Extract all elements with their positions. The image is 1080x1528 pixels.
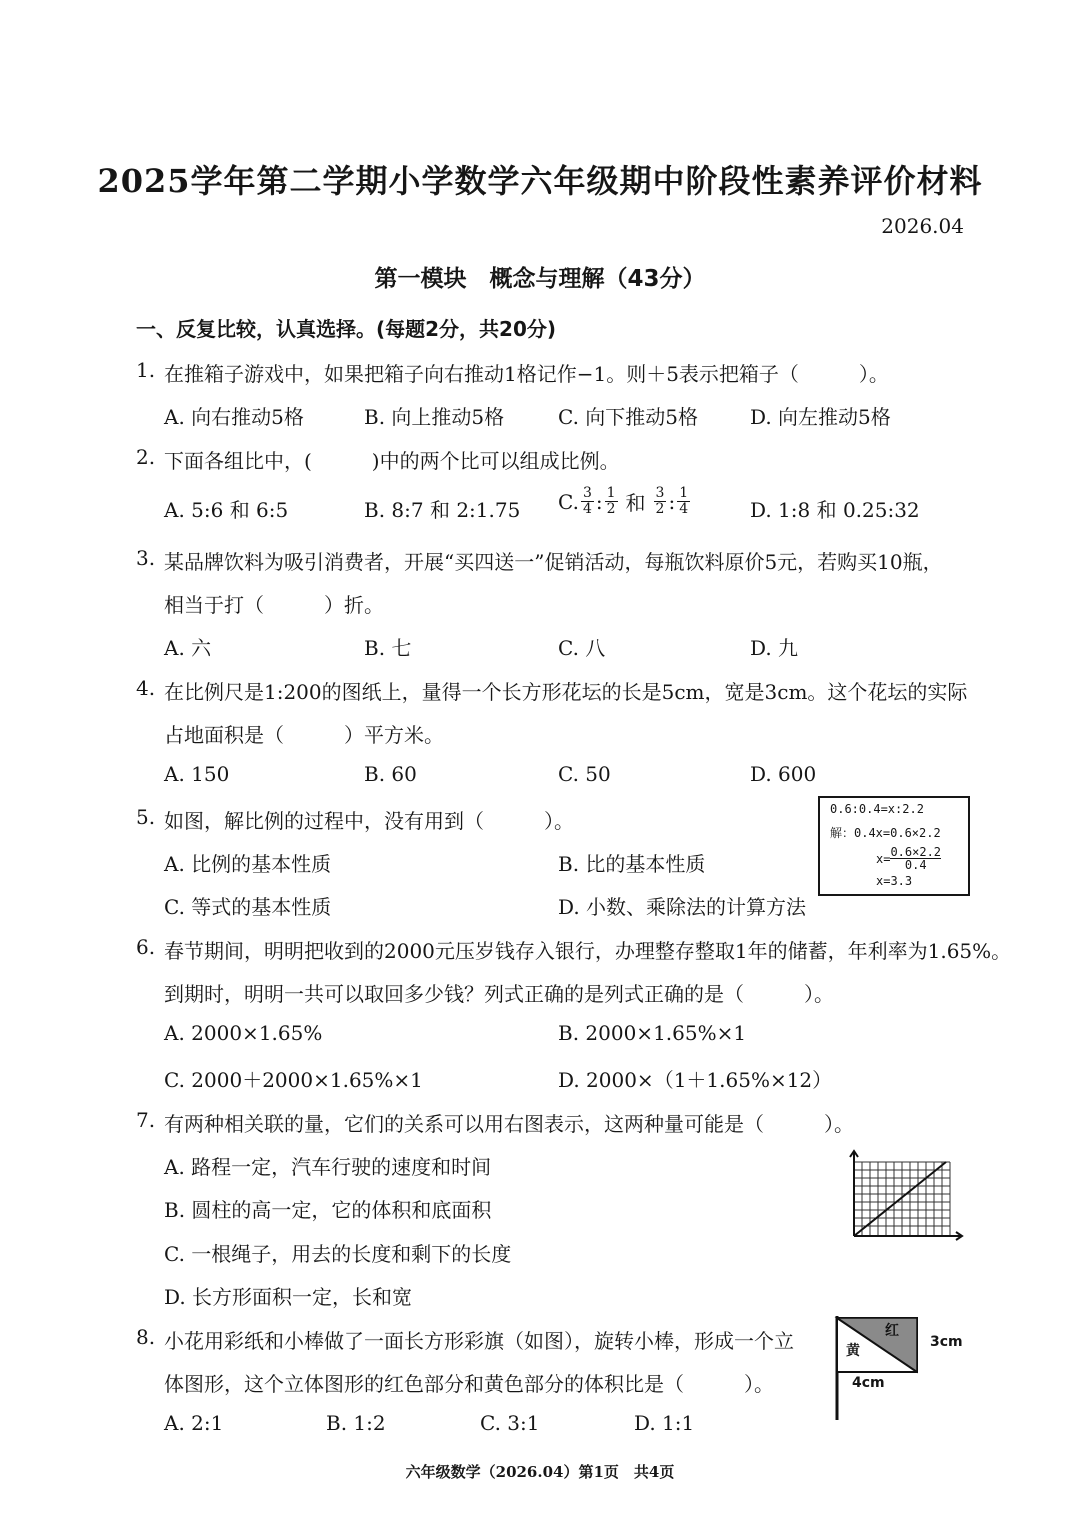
question-5-option-d: D. 小数、乘除法的计算方法 [558, 895, 807, 919]
question-4-number: 4. [136, 676, 156, 700]
process-line-1: 0.6:0.4=x:2.2 [830, 802, 924, 816]
question-5-option-c: C. 等式的基本性质 [164, 895, 332, 919]
proportional-line-graph [842, 1148, 966, 1248]
flag-red-label: 红 [885, 1323, 899, 1339]
question-8-text-line-1: 小花用彩纸和小棒做了一面长方形彩旗（如图），旋转小棒，形成一个立 [164, 1329, 794, 1353]
flag-height-label: 3cm [930, 1334, 963, 1350]
module-heading: 第一模块 概念与理解（43分） [374, 266, 706, 292]
question-6-option-c: C. 2000＋2000×1.65%×1 [164, 1068, 423, 1092]
fraction-1-4: $\frac{1}{4}$ [679, 485, 689, 517]
question-8-option-b: B. 1:2 [326, 1411, 386, 1435]
option-c-letter: C. [558, 489, 579, 514]
flag-figure [832, 1314, 922, 1422]
section-heading: 一、反复比较，认真选择。(每题2分，共20分) [136, 317, 557, 341]
process-line-4: x=3.3 [876, 874, 913, 888]
fraction-3-2: $\frac{3}{2}$ [655, 485, 665, 517]
question-7-option-c: C. 一根绳子，用去的长度和剩下的长度 [164, 1242, 512, 1266]
question-8-number: 8. [136, 1325, 156, 1349]
question-8-text-line-2: 体图形，这个立体图形的红色部分和黄色部分的体积比是（ ）。 [164, 1372, 774, 1396]
question-4-option-a: A. 150 [164, 762, 230, 786]
question-8-option-c: C. 3:1 [480, 1411, 540, 1435]
question-2-option-d: D. 1:8 和 0.25:32 [750, 498, 920, 522]
proportion-process-figure [818, 796, 970, 896]
fraction-3-4: $\frac{3}{4}$ [582, 485, 592, 517]
question-3-text-line-1: 某品牌饮料为吸引消费者，开展“买四送一”促销活动，每瓶饮料原价5元，若购买10瓶， [164, 550, 943, 574]
page-footer: 六年级数学（2026.04）第1页 共4页 [405, 1463, 675, 1481]
exam-date: 2026.04 [881, 214, 964, 238]
question-5-number: 5. [136, 805, 156, 829]
question-8-option-a: A. 2:1 [164, 1411, 224, 1435]
question-3-option-c: C. 八 [558, 636, 606, 660]
question-1-text: 在推箱子游戏中，如果把箱子向右推动1格记作−1。则＋5表示把箱子（ ）。 [164, 362, 889, 386]
question-4-option-b: B. 60 [364, 762, 417, 786]
question-2-option-a: A. 5:6 和 6:5 [164, 498, 289, 522]
process-line-3: x= $\frac{0.6\times 2.2}{0.4}$ [876, 845, 942, 872]
process-fraction: $\frac{0.6\times 2.2}{0.4}$ [890, 845, 942, 872]
question-6-text-line-1: 春节期间，明明把收到的2000元压岁钱存入银行，办理整存整取1年的储蓄，年利率为1.65%。 [164, 939, 1012, 963]
question-2-number: 2. [136, 445, 156, 469]
question-1-option-a: A. 向右推动5格 [164, 405, 304, 429]
process-line-2: 解：0.4x=0.6×2.2 [830, 826, 941, 840]
question-1-option-d: D. 向左推动5格 [750, 405, 891, 429]
question-1-number: 1. [136, 358, 156, 382]
question-7-option-a: A. 路程一定，汽车行驶的速度和时间 [164, 1155, 492, 1179]
question-7-text: 有两种相关联的量，它们的关系可以用右图表示，这两种量可能是（ ）。 [164, 1112, 854, 1136]
question-7-number: 7. [136, 1108, 156, 1132]
question-6-text-line-2: 到期时，明明一共可以取回多少钱？列式正确的是列式正确的是（ ）。 [164, 982, 834, 1006]
question-5-text: 如图，解比例的过程中，没有用到（ ）。 [164, 809, 574, 833]
question-1-option-c: C. 向下推动5格 [558, 405, 699, 429]
question-3-option-a: A. 六 [164, 636, 212, 660]
question-4-option-d: D. 600 [750, 762, 817, 786]
question-5-option-a: A. 比例的基本性质 [164, 852, 332, 876]
fraction-1-2: $\frac{1}{2}$ [606, 485, 616, 517]
question-4-text-line-1: 在比例尺是1:200的图纸上，量得一个长方形花坛的长是5cm，宽是3cm。这个花坛的实际 [164, 680, 968, 704]
flag-width-label: 4cm [852, 1375, 885, 1391]
question-7-option-b: B. 圆柱的高一定，它的体积和底面积 [164, 1198, 492, 1222]
question-6-option-b: B. 2000×1.65%×1 [558, 1021, 747, 1045]
question-1-option-b: B. 向上推动5格 [364, 405, 505, 429]
exam-title: 2025学年第二学期小学数学六年级期中阶段性素养评价材料 [97, 162, 983, 200]
question-6-number: 6. [136, 935, 156, 959]
question-2-text: 下面各组比中，( )中的两个比可以组成比例。 [164, 449, 620, 473]
question-6-option-a: A. 2000×1.65% [164, 1021, 323, 1045]
question-6-option-d: D. 2000×（1＋1.65%×12） [558, 1068, 833, 1092]
question-4-option-c: C. 50 [558, 762, 611, 786]
question-8-option-d: D. 1:1 [634, 1411, 695, 1435]
question-4-text-line-2: 占地面积是（ ）平方米。 [164, 723, 444, 747]
question-5-option-b: B. 比的基本性质 [558, 852, 706, 876]
question-3-option-b: B. 七 [364, 636, 412, 660]
question-3-option-d: D. 九 [750, 636, 799, 660]
question-3-text-line-2: 相当于打（ ）折。 [164, 593, 384, 617]
question-2-option-b: B. 8:7 和 2:1.75 [364, 498, 521, 522]
question-2-option-c: C. $\frac{3}{4}$ : $\frac{1}{2}$ 和 $\frac{3}{2}$ : $\frac{1}{4}$ [558, 485, 689, 517]
flag-yellow-label: 黄 [846, 1343, 860, 1359]
question-3-number: 3. [136, 546, 156, 570]
question-7-option-d: D. 长方形面积一定，长和宽 [164, 1285, 413, 1309]
